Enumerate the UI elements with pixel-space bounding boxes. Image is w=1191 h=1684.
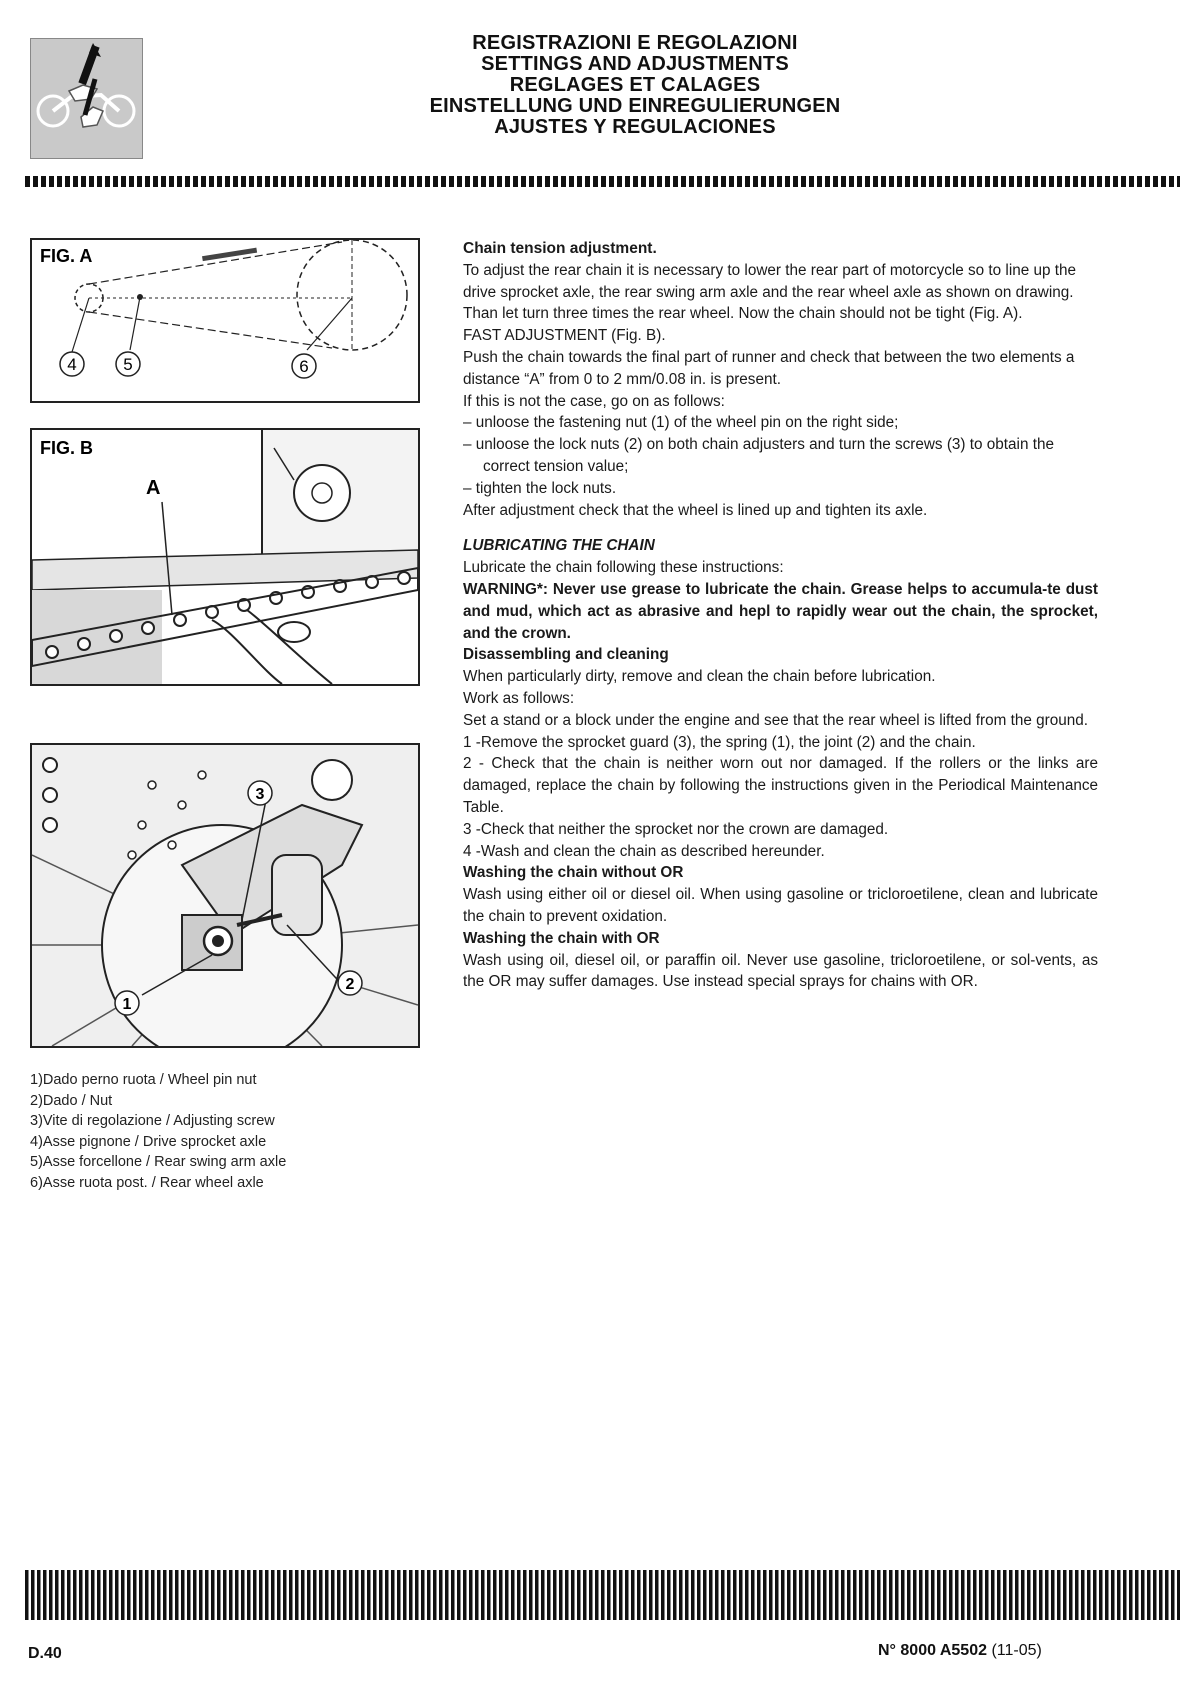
svg-text:3: 3: [255, 786, 265, 803]
paragraph: FAST ADJUSTMENT (Fig. B).: [463, 327, 666, 345]
page-number: D.40: [28, 1645, 62, 1662]
wash-with-heading: Washing the chain with OR: [463, 929, 660, 947]
section-logo: [30, 38, 143, 159]
svg-text:2: 2: [345, 976, 355, 993]
svg-text:4: 4: [67, 355, 77, 374]
dash-item: – unloose the fastening nut (1) of the wheel pin on the right side;: [463, 414, 899, 432]
paragraph: Wash using either oil or diesel oil. When using gasoline or tricloroetilene, clean and lubricate the chain to prevent oxidation.: [463, 886, 1098, 925]
paragraph: Work as follows:: [463, 689, 575, 707]
paragraph: Wash using oil, diesel oil, or paraffin oil. Never use gasoline, tricloroetilene, or sol-vents, as the OR may suffer damages. Use instead special sprays for chains with OR.: [463, 951, 1098, 991]
step-item: 3 -Check that neither the sprocket nor the crown are damaged.: [463, 820, 889, 838]
figure-legend: [30, 1070, 450, 1193]
fig-c-callout-1: [115, 991, 139, 1015]
fig-b-label: FIG. B: [40, 438, 93, 458]
header-barcode-divider: [25, 176, 1180, 187]
chain-tension-heading: Chain tension adjustment.: [463, 240, 657, 257]
paragraph: Set a stand or a block under the engine and see that the rear wheel is lifted from the ground.: [463, 711, 1089, 729]
paragraph: When particularly dirty, remove and clean the chain before lubrication.: [463, 668, 936, 686]
step-item: 1 -Remove the sprocket guard (3), the spring (1), the joint (2) and the chain.: [463, 733, 976, 751]
legend-item: 5)Asse forcellone / Rear swing arm axle: [30, 1154, 287, 1170]
fig-a-callout-4: [60, 352, 84, 376]
step-item: 2 - Check that the chain is neither worn out nor damaged. If the rollers or the links are damaged, replace the chain by following the instructions given in the Periodical Maintenance Table.: [463, 755, 1098, 816]
doc-date: (11-05): [991, 1642, 1042, 1659]
document-code: [878, 1642, 1042, 1660]
paragraph: Push the chain towards the final part of runner and check that between the two elements a distance “A” from 0 to 2 mm/0.08 in. is present.: [463, 348, 1075, 388]
wash-without-heading: Washing the chain without OR: [463, 864, 684, 882]
dash-item: – tighten the lock nuts.: [463, 479, 617, 497]
page-header-titles: [330, 33, 940, 138]
svg-text:6: 6: [299, 357, 309, 376]
fig-c-callout-2: [338, 971, 362, 995]
step-item: 4 -Wash and clean the chain as described hereunder.: [463, 842, 825, 860]
paragraph: To adjust the rear chain it is necessary to lower the rear part of motorcycle so to line up the drive sprocket axle, the rear swing arm axle and the rear wheel axle as shown on drawing.: [463, 261, 1077, 301]
paragraph: Lubricate the chain following these instructions:: [463, 559, 784, 577]
title-es: AJUSTES Y REGULACIONES: [494, 116, 776, 138]
legend-item: 3)Vite di regolazione / Adjusting screw: [30, 1113, 275, 1129]
title-it: REGISTRAZIONI E REGOLAZIONI: [472, 32, 798, 54]
legend-item: 2)Dado / Nut: [30, 1092, 113, 1109]
dash-item: – unloose the lock nuts (2) on both chain adjusters and turn the screws (3) to obtain the correct tension value;: [463, 436, 1054, 475]
legend-item: 4)Asse pignone / Drive sprocket axle: [30, 1133, 267, 1150]
warning-text: WARNING*: Never use grease to lubricate the chain. Grease helps to accumula-te dust and mud, which act as abrasive and hepl to rapidly wear out the chain, the sprocket, and the crown.: [463, 580, 1098, 642]
figure-a: [30, 238, 420, 403]
title-fr: REGLAGES ET CALAGES: [509, 74, 761, 96]
fig-a-callout-6: [292, 354, 316, 378]
motorcycle-wrench-icon: [31, 39, 142, 158]
disassembling-heading: Disassembling and cleaning: [463, 646, 669, 664]
figure-c: [30, 743, 420, 1048]
paragraph: After adjustment check that the wheel is lined up and tighten its axle.: [463, 501, 928, 519]
title-de: EINSTELLUNG UND EINREGULIERUNGEN: [429, 95, 841, 117]
main-text-column: [463, 238, 1098, 993]
fig-b-marker-a: A: [146, 477, 161, 499]
legend-item: 6)Asse ruota post. / Rear wheel axle: [30, 1174, 264, 1191]
footer-barcode-divider: [25, 1570, 1180, 1620]
fig-a-callout-5: [116, 352, 140, 376]
paragraph: If this is not the case, go on as follows:: [463, 392, 725, 410]
legend-item: 1)Dado perno ruota / Wheel pin nut: [30, 1072, 257, 1088]
svg-text:5: 5: [123, 355, 133, 374]
lubricating-heading: LUBRICATING THE CHAIN: [463, 537, 655, 555]
fig-a-label: FIG. A: [40, 246, 93, 266]
paragraph: Than let turn three times the rear wheel. Now the chain should not be tight (Fig. A).: [463, 305, 1023, 323]
title-en: SETTINGS AND ADJUSTMENTS: [481, 53, 789, 75]
figure-b: [30, 428, 420, 686]
fig-c-callout-3: [248, 781, 272, 805]
doc-code: N° 8000 A5502: [878, 1642, 987, 1659]
svg-text:1: 1: [122, 996, 132, 1013]
